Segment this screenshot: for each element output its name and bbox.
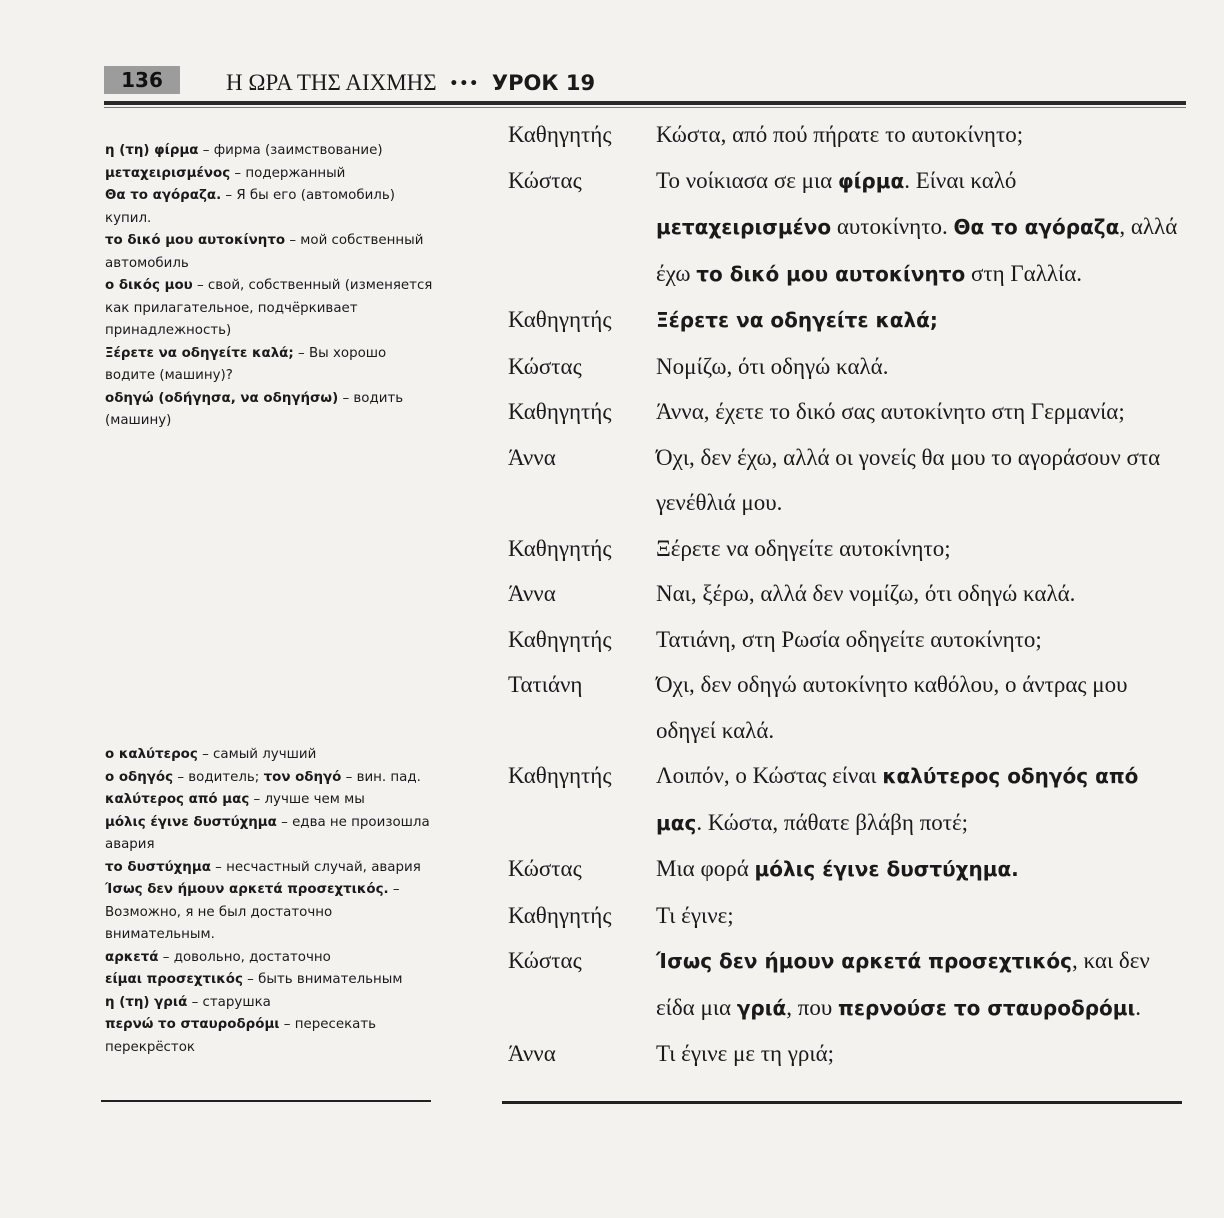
speech-text <box>656 846 1188 893</box>
speaker-name: Καθηγητής <box>508 626 612 652</box>
glossary-translation: – водить (машину) <box>105 390 404 428</box>
speaker-name: Κώστας <box>508 353 582 379</box>
speech-text <box>656 1031 1188 1077</box>
glossary-translation: – самый лучший <box>197 747 317 762</box>
speech-fragment: . Είναι καλό <box>904 167 1017 193</box>
speech-vocab: περνούσε το σταυροδρόμι <box>838 995 1136 1020</box>
glossary-entry <box>105 343 435 388</box>
glossary-translation: – Возможно, я не был достаточно внимательным. <box>105 882 400 942</box>
glossary-rule <box>101 1100 431 1102</box>
glossary-entry <box>105 969 435 992</box>
speaker-name: Καθηγητής <box>508 902 612 928</box>
speech-fragment: Τι έγινε με τη γριά; <box>656 1041 835 1066</box>
speech-fragment: Μια φορά <box>656 856 755 881</box>
glossary-translation: – свой, собственный (изменяется как прилагательное, подчёркивает принадлежность) <box>105 278 433 338</box>
speech-fragment: . Κώστα, πάθατε βλάβη ποτέ; <box>696 809 969 835</box>
glossary-term: η (τη) φίρμα <box>105 143 199 158</box>
speaker-name: Άννα <box>508 444 556 470</box>
glossary-term: το δυστύχημα <box>105 859 211 875</box>
page-number: 136 <box>104 66 180 94</box>
speech-text <box>656 344 1188 390</box>
dialogue-line <box>508 389 1188 435</box>
speaker-name: Άννα <box>508 1041 556 1066</box>
speech-vocab: Ξέρετε να οδηγείτε καλά; <box>656 308 938 332</box>
glossary-translation: – фирма (заимствование) <box>198 143 383 158</box>
speaker-name: Κώστας <box>508 948 582 973</box>
speech-fragment: Ξέρετε να οδηγείτε αυτοκίνητο; <box>656 535 951 561</box>
speech-text <box>656 753 1188 846</box>
header-separator: ••• <box>449 76 480 92</box>
speech-fragment: Όχι, δεν έχω, αλλά οι γονείς θα μου το αγοράσουν στα γενέθλιά μου. <box>656 444 1161 515</box>
glossary-term: οδηγώ (οδήγησα, να οδηγήσω) <box>105 390 339 406</box>
glossary-bottom <box>105 744 435 1059</box>
dialogue-line <box>508 158 1188 298</box>
header-rule-thin <box>104 107 1186 108</box>
lesson-label: УРОК 19 <box>491 71 596 95</box>
speech-fragment: αυτοκίνητο. <box>831 214 954 239</box>
speaker-name: Άννα <box>508 581 556 606</box>
glossary-term: καλύτερος από μας <box>105 792 250 807</box>
glossary-translation: – едва не произошла авария <box>105 814 430 852</box>
speech-fragment: Ναι, ξέρω, αλλά δεν νομίζω, ότι οδηγώ καλά. <box>656 581 1076 606</box>
glossary-entry <box>105 185 435 230</box>
speaker-name: Καθηγητής <box>508 763 612 788</box>
speech-vocab: γριά <box>736 995 787 1020</box>
speech-text <box>656 617 1188 663</box>
glossary-entry <box>105 163 435 186</box>
glossary-term: Ίσως δεν ήμουν αρκετά προσεχτικός. <box>105 882 389 897</box>
dialogue-line <box>508 344 1188 390</box>
speech-fragment: Άννα, έχετε το δικό σας αυτοκίνητο στη Γερμανία; <box>656 399 1125 424</box>
dialogue-line <box>508 112 1188 158</box>
dialogue-line <box>508 297 1188 344</box>
speech-vocab: μεταχειρισμένο <box>656 215 832 239</box>
glossary-entry <box>105 879 435 947</box>
glossary-entry <box>105 992 435 1015</box>
dialogue-line <box>508 526 1188 572</box>
speech-text <box>656 112 1188 158</box>
glossary-entry <box>105 947 435 970</box>
glossary-entry <box>105 140 435 163</box>
speech-vocab: Ίσως δεν ήμουν αρκετά προσεχτικός <box>656 949 1073 973</box>
glossary-translation: – вин. пад. <box>341 769 421 785</box>
dialogue-rule <box>502 1101 1182 1104</box>
dialogue-line <box>508 662 1188 753</box>
speech-text <box>656 158 1188 298</box>
dialogue-line <box>508 571 1188 617</box>
speaker-name: Καθηγητής <box>508 122 612 147</box>
speech-fragment: Κώστα, από πού πήρατε το αυτοκίνητο; <box>656 122 1024 147</box>
dialogue-line <box>508 753 1188 846</box>
glossary-term: ο δικός μου <box>105 278 193 293</box>
glossary-entry <box>105 388 435 433</box>
glossary-term: το δικό μου αυτοκίνητο <box>105 233 286 248</box>
speech-fragment: Νομίζω, ότι οδηγώ καλά. <box>656 353 889 379</box>
glossary-term: μεταχειρισμένος <box>105 165 231 181</box>
glossary-translation: – водитель; <box>173 769 264 785</box>
glossary-entry <box>105 744 435 767</box>
speech-fragment: Το νοίκιασα σε μια <box>656 167 838 193</box>
speech-fragment: Λοιπόν, ο Κώστας είναι <box>656 763 883 788</box>
speech-vocab: το δικό μου αυτοκίνητο <box>696 261 966 286</box>
speech-text <box>656 571 1188 617</box>
glossary-translation: – Я бы его (автомобиль) купил. <box>105 188 395 226</box>
dialogue-line <box>508 893 1188 939</box>
glossary-term: περνώ το σταυροδρόμι <box>105 1017 280 1032</box>
speaker-name: Καθηγητής <box>508 535 612 561</box>
speech-text <box>656 435 1188 526</box>
glossary-translation: – пересекать перекрёсток <box>105 1017 377 1055</box>
running-head <box>226 70 595 96</box>
glossary-term: αρκετά <box>105 949 159 965</box>
dialogue-line <box>508 617 1188 663</box>
speaker-name: Κώστας <box>508 167 582 193</box>
speech-vocab: καλύτερος οδηγός από μας <box>656 764 1139 835</box>
glossary-translation: – подержанный <box>230 165 346 181</box>
dialogue-line <box>508 938 1188 1031</box>
glossary-translation: – довольно, достаточно <box>158 949 331 965</box>
speech-fragment: στη Γαλλία. <box>965 260 1083 286</box>
glossary-entry <box>105 767 435 790</box>
glossary-translation: – лучше чем мы <box>249 792 365 807</box>
speech-fragment: Όχι, δεν οδηγώ αυτοκίνητο καθόλου, ο άντρας μου οδηγεί καλά. <box>656 672 1128 743</box>
speaker-name: Κώστας <box>508 856 582 881</box>
speech-fragment: Τι έγινε; <box>656 902 734 928</box>
glossary-term: η (τη) γριά <box>105 994 188 1010</box>
header-rule <box>104 101 1186 105</box>
glossary-term: τον οδηγό <box>263 769 342 785</box>
glossary-top <box>105 140 435 433</box>
speech-text <box>656 526 1188 572</box>
glossary-entry <box>105 230 435 275</box>
glossary-term: ο καλύτερος <box>105 747 198 762</box>
speaker-name: Καθηγητής <box>508 307 612 332</box>
glossary-term: Ξέρετε να οδηγείτε καλά; <box>105 345 294 361</box>
speech-fragment: , και δεν είδα μια <box>656 948 1150 1020</box>
speech-fragment: . <box>1135 994 1142 1020</box>
book-title: Η ΩΡΑ ΤΗΣ ΑΙΧΜΗΣ <box>226 70 437 95</box>
glossary-translation: – быть внимательным <box>242 972 403 987</box>
speech-text <box>656 938 1188 1031</box>
glossary-entry <box>105 812 435 857</box>
speech-text <box>656 297 1188 344</box>
speech-fragment: Τατιάνη, στη Ρωσία οδηγείτε αυτοκίνητο; <box>656 626 1042 652</box>
speech-fragment: , που <box>786 994 839 1020</box>
glossary-entry <box>105 789 435 812</box>
glossary-entry <box>105 275 435 343</box>
speaker-name: Καθηγητής <box>508 399 612 424</box>
glossary-term: είμαι προσεχτικός <box>105 972 243 987</box>
dialogue-line <box>508 435 1188 526</box>
speech-vocab: μόλις έγινε δυστύχημα. <box>754 857 1019 881</box>
dialogue-line <box>508 846 1188 893</box>
glossary-term: μόλις έγινε δυστύχημα <box>105 814 277 830</box>
speech-text <box>656 389 1188 435</box>
speech-vocab: φίρμα <box>837 168 905 193</box>
glossary-entry <box>105 1014 435 1059</box>
dialogue-line <box>508 1031 1188 1077</box>
glossary-entry <box>105 857 435 880</box>
glossary-translation: – несчастный случай, авария <box>210 859 421 875</box>
glossary-translation: – Вы хорошо водите (машину)? <box>105 345 387 383</box>
glossary-term: ο οδηγός <box>105 769 174 785</box>
speech-fragment: , αλλά έχω <box>656 214 1178 286</box>
speech-text <box>656 662 1188 753</box>
speaker-name: Τατιάνη <box>508 672 583 697</box>
speech-vocab: Θα το αγόραζα <box>953 215 1120 239</box>
glossary-translation: – мой собственный автомобиль <box>105 233 424 271</box>
glossary-term: Θα το αγόραζα. <box>105 188 222 203</box>
dialogue <box>508 112 1188 1077</box>
speech-text <box>656 893 1188 939</box>
glossary-translation: – старушка <box>187 994 271 1010</box>
